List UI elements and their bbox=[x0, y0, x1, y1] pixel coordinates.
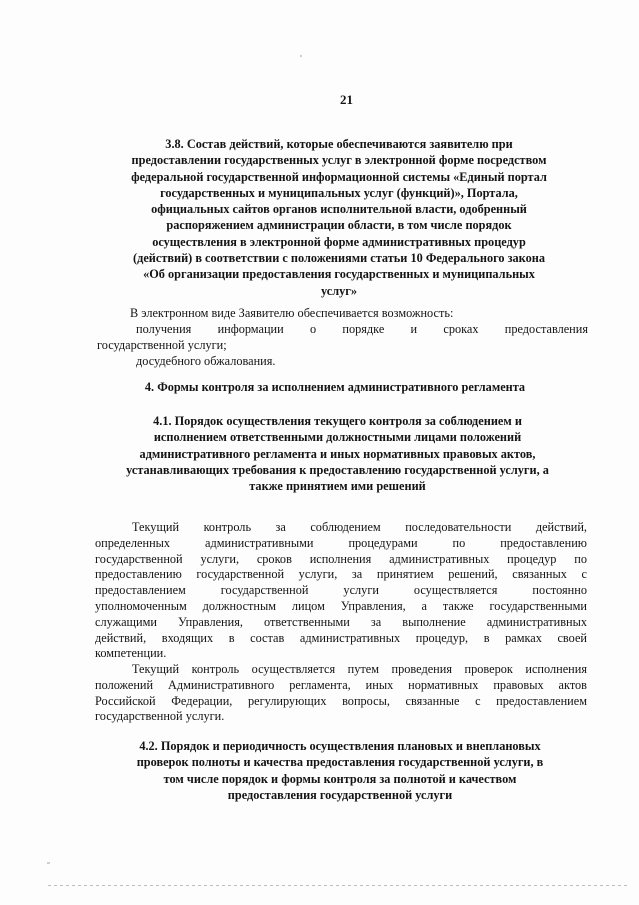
scan-speck bbox=[300, 55, 302, 57]
paragraph-line: государственной услуги, сроков исполнения административных процедур по bbox=[95, 551, 587, 566]
title-line: (действий) в соответствии с положениями статьи 10 Федерального закона bbox=[133, 251, 545, 266]
paragraph-line: предоставлению государственной услуги, за принятием решений, связанных с bbox=[95, 567, 587, 582]
title-line: 4.1. Порядок осуществления текущего контроля за соблюдением и bbox=[153, 414, 522, 428]
title-line: также принятием ими решений bbox=[249, 479, 426, 494]
paragraph-line: Текущий контроль осуществляется путем проведения проверок исполнения bbox=[132, 662, 587, 676]
title-line: том числе порядок и формы контроля за полнотой и качеством bbox=[163, 771, 517, 786]
title-line: 4.2. Порядок и периодичность осуществления плановых и внеплановых bbox=[139, 739, 541, 753]
paragraph-line: компетенции. bbox=[95, 646, 167, 661]
title-line: 3.8. Состав действий, которые обеспечиваются заявителю при bbox=[165, 137, 513, 151]
current-control-paragraph bbox=[95, 520, 587, 662]
title-line: услуг» bbox=[320, 283, 357, 298]
page-number: 21 bbox=[340, 92, 353, 107]
inspection-paragraph bbox=[95, 662, 587, 725]
title-line: предоставлении государственных услуг в электронной форме посредством bbox=[131, 153, 547, 168]
title-line: проверок полноты и качества предоставления государственной услуги, в bbox=[136, 755, 544, 770]
paragraph-line: государственной услуги. bbox=[95, 709, 225, 724]
electronic-item-1 bbox=[97, 322, 588, 354]
paragraph-line: действий, входящих в состав административных процедур, в рамках своей bbox=[95, 630, 587, 645]
paragraph-line: предоставлением государственной услуги осуществляется постоянно bbox=[95, 583, 587, 598]
paragraph-line: служащими Управления, ответственными за выполнение административных bbox=[95, 614, 587, 629]
title-line: устанавливающих требования к предоставлению государственной услуги, а bbox=[126, 462, 549, 477]
scan-speck bbox=[47, 862, 50, 864]
paragraph-line: определенных административными процедурами по предоставлению bbox=[95, 535, 587, 550]
title-line: распоряжением администрации области, в том числе порядок bbox=[166, 218, 512, 233]
paragraph-line: положений Административного регламента, иных нормативных правовых актов bbox=[95, 677, 587, 692]
paragraph-line: уполномоченным должностным лицом Управления, а также государственными bbox=[95, 598, 587, 613]
title-line: официальных сайтов органов исполнительной власти, одобренный bbox=[151, 202, 527, 217]
electronic-item-2: досудебного обжалования. bbox=[136, 354, 276, 368]
paragraph-line: Российской Федерации, регулирующих вопросы, связанные с предоставлением bbox=[95, 693, 587, 708]
title-line: предоставления государственной услуги bbox=[227, 787, 453, 802]
title-line: «Об организации предоставления государственных и муниципальных bbox=[143, 267, 535, 282]
title-line: федеральной государственной информационной системы «Единый портал bbox=[131, 169, 547, 184]
item-line: получения информации о порядке и сроках предоставления bbox=[136, 322, 588, 336]
title-line: исполнением ответственными должностными лицами положений bbox=[153, 430, 522, 445]
section-4-1-title bbox=[100, 413, 575, 494]
title-line: государственных и муниципальных услуг (функций)», Портала, bbox=[160, 185, 518, 200]
section-3-8-title bbox=[104, 136, 574, 299]
item-line: государственной услуги; bbox=[97, 337, 227, 352]
scan-edge-line bbox=[48, 885, 628, 886]
title-line: осуществления в электронной форме административных процедур bbox=[152, 234, 526, 249]
title-line: административного регламента и иных нормативных правовых актов, bbox=[139, 446, 536, 461]
section-4-2-title bbox=[100, 738, 580, 803]
faint-stamp-mark bbox=[285, 93, 337, 107]
paragraph-line: Текущий контроль за соблюдением последовательности действий, bbox=[132, 520, 587, 534]
section-4-title: 4. Формы контроля за исполнением административного регламента bbox=[144, 380, 526, 394]
electronic-intro: В электронном виде Заявителю обеспечивается возможность: bbox=[130, 306, 454, 320]
